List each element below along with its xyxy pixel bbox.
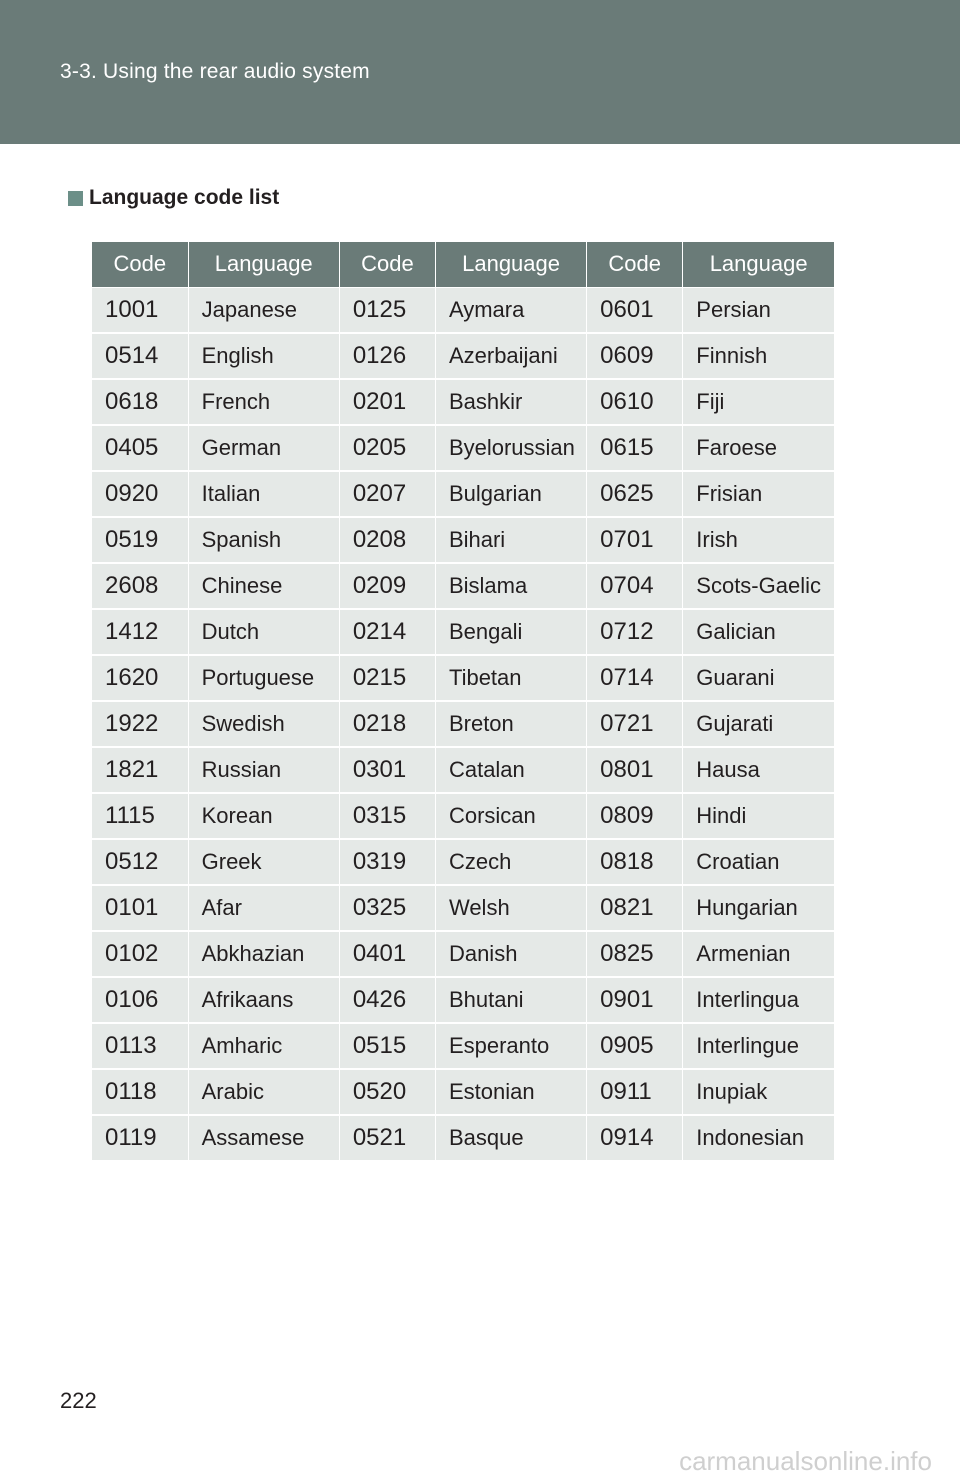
language-code-cell: 0118: [92, 1069, 188, 1115]
column-header-language: Language: [188, 242, 339, 287]
language-code-cell: 1001: [92, 287, 188, 333]
table-row: [92, 1023, 834, 1069]
language-code-cell: 0601: [587, 287, 683, 333]
language-code-cell: 0106: [92, 977, 188, 1023]
language-code-cell: 0515: [339, 1023, 435, 1069]
language-code-cell: 0825: [587, 931, 683, 977]
language-code-cell: 0512: [92, 839, 188, 885]
subheading-text: Language code list: [89, 186, 280, 209]
language-code-cell: 1922: [92, 701, 188, 747]
language-code-cell: 0809: [587, 793, 683, 839]
table-row: [92, 701, 834, 747]
column-header-language: Language: [435, 242, 586, 287]
language-code-cell: 1412: [92, 609, 188, 655]
language-code-cell: 0521: [339, 1115, 435, 1161]
language-code-cell: 0821: [587, 885, 683, 931]
language-code-cell: 0714: [587, 655, 683, 701]
language-name-cell: Abkhazian: [188, 931, 339, 977]
language-code-cell: 0901: [587, 977, 683, 1023]
language-name-cell: Tibetan: [435, 655, 586, 701]
language-code-cell: 0315: [339, 793, 435, 839]
column-header-code: Code: [92, 242, 188, 287]
language-code-cell: 1115: [92, 793, 188, 839]
language-code-cell: 0208: [339, 517, 435, 563]
language-code-cell: 0113: [92, 1023, 188, 1069]
language-name-cell: Dutch: [188, 609, 339, 655]
page-number: 222: [60, 1388, 97, 1413]
language-name-cell: Byelorussian: [435, 425, 586, 471]
language-name-cell: Guarani: [683, 655, 834, 701]
language-name-cell: Galician: [683, 609, 834, 655]
table-row: [92, 563, 834, 609]
language-name-cell: Bulgarian: [435, 471, 586, 517]
language-name-cell: Japanese: [188, 287, 339, 333]
language-code-cell: 0218: [339, 701, 435, 747]
page-header-band: [0, 0, 960, 144]
language-code-cell: 0818: [587, 839, 683, 885]
language-code-cell: 0125: [339, 287, 435, 333]
language-code-cell: 0301: [339, 747, 435, 793]
language-name-cell: Hungarian: [683, 885, 834, 931]
language-code-cell: 0325: [339, 885, 435, 931]
table-row: [92, 517, 834, 563]
language-name-cell: Italian: [188, 471, 339, 517]
language-code-cell: 0520: [339, 1069, 435, 1115]
section-title: 3-3. Using the rear audio system: [60, 60, 370, 83]
table-row: [92, 793, 834, 839]
table-row: [92, 379, 834, 425]
language-code-cell: 0721: [587, 701, 683, 747]
language-code-cell: 0214: [339, 609, 435, 655]
language-name-cell: Bashkir: [435, 379, 586, 425]
language-code-cell: 0319: [339, 839, 435, 885]
language-name-cell: Estonian: [435, 1069, 586, 1115]
language-name-cell: Assamese: [188, 1115, 339, 1161]
language-name-cell: Corsican: [435, 793, 586, 839]
language-name-cell: Persian: [683, 287, 834, 333]
language-name-cell: Danish: [435, 931, 586, 977]
language-code-cell: 0704: [587, 563, 683, 609]
language-name-cell: Fiji: [683, 379, 834, 425]
language-name-cell: Breton: [435, 701, 586, 747]
table-header-row: [92, 242, 834, 287]
language-code-cell: 0519: [92, 517, 188, 563]
language-code-cell: 0215: [339, 655, 435, 701]
language-code-cell: 0701: [587, 517, 683, 563]
language-code-cell: 0119: [92, 1115, 188, 1161]
language-code-cell: 0609: [587, 333, 683, 379]
language-name-cell: Aymara: [435, 287, 586, 333]
language-name-cell: Arabic: [188, 1069, 339, 1115]
language-name-cell: Hindi: [683, 793, 834, 839]
language-name-cell: Spanish: [188, 517, 339, 563]
language-name-cell: Portuguese: [188, 655, 339, 701]
language-name-cell: Interlingua: [683, 977, 834, 1023]
language-name-cell: Bhutani: [435, 977, 586, 1023]
language-code-cell: 0514: [92, 333, 188, 379]
language-code-cell: 0207: [339, 471, 435, 517]
language-code-cell: 2608: [92, 563, 188, 609]
language-code-cell: 0201: [339, 379, 435, 425]
language-name-cell: Czech: [435, 839, 586, 885]
language-name-cell: French: [188, 379, 339, 425]
language-name-cell: Basque: [435, 1115, 586, 1161]
language-code-cell: 0101: [92, 885, 188, 931]
language-code-cell: 0126: [339, 333, 435, 379]
language-name-cell: Afar: [188, 885, 339, 931]
language-code-cell: 0801: [587, 747, 683, 793]
language-name-cell: Bengali: [435, 609, 586, 655]
table-row: [92, 609, 834, 655]
subheading: [68, 186, 279, 210]
language-code-cell: 0911: [587, 1069, 683, 1115]
language-name-cell: Chinese: [188, 563, 339, 609]
language-name-cell: Frisian: [683, 471, 834, 517]
table-row: [92, 931, 834, 977]
language-name-cell: Azerbaijani: [435, 333, 586, 379]
column-header-language: Language: [683, 242, 834, 287]
language-code-cell: 0209: [339, 563, 435, 609]
language-name-cell: Faroese: [683, 425, 834, 471]
language-name-cell: Amharic: [188, 1023, 339, 1069]
language-code-cell: 0618: [92, 379, 188, 425]
table-row: [92, 885, 834, 931]
language-name-cell: Russian: [188, 747, 339, 793]
language-name-cell: Bihari: [435, 517, 586, 563]
language-name-cell: German: [188, 425, 339, 471]
language-name-cell: Croatian: [683, 839, 834, 885]
language-code-table: [92, 242, 834, 1162]
language-name-cell: Welsh: [435, 885, 586, 931]
language-name-cell: Hausa: [683, 747, 834, 793]
table-row: [92, 333, 834, 379]
language-name-cell: Catalan: [435, 747, 586, 793]
language-name-cell: Irish: [683, 517, 834, 563]
language-name-cell: Indonesian: [683, 1115, 834, 1161]
table-row: [92, 1115, 834, 1161]
table-row: [92, 977, 834, 1023]
table-row: [92, 839, 834, 885]
language-name-cell: Bislama: [435, 563, 586, 609]
language-code-cell: 0914: [587, 1115, 683, 1161]
language-code-cell: 1821: [92, 747, 188, 793]
language-code-cell: 0102: [92, 931, 188, 977]
column-header-code: Code: [339, 242, 435, 287]
language-name-cell: Scots-Gaelic: [683, 563, 834, 609]
language-name-cell: Inupiak: [683, 1069, 834, 1115]
language-name-cell: Gujarati: [683, 701, 834, 747]
language-name-cell: Greek: [188, 839, 339, 885]
language-name-cell: English: [188, 333, 339, 379]
language-code-cell: 0405: [92, 425, 188, 471]
table-row: [92, 655, 834, 701]
table-row: [92, 425, 834, 471]
language-code-cell: 0905: [587, 1023, 683, 1069]
language-name-cell: Swedish: [188, 701, 339, 747]
language-code-cell: 0401: [339, 931, 435, 977]
language-code-cell: 0205: [339, 425, 435, 471]
language-code-cell: 0712: [587, 609, 683, 655]
table-row: [92, 287, 834, 333]
language-name-cell: Korean: [188, 793, 339, 839]
language-name-cell: Armenian: [683, 931, 834, 977]
table-row: [92, 1069, 834, 1115]
language-name-cell: Afrikaans: [188, 977, 339, 1023]
language-code-cell: 0615: [587, 425, 683, 471]
language-name-cell: Interlingue: [683, 1023, 834, 1069]
language-code-cell: 0625: [587, 471, 683, 517]
square-bullet-icon: [68, 191, 83, 206]
language-code-cell: 1620: [92, 655, 188, 701]
table-row: [92, 747, 834, 793]
language-code-cell: 0426: [339, 977, 435, 1023]
language-code-cell: 0920: [92, 471, 188, 517]
language-name-cell: Finnish: [683, 333, 834, 379]
table-row: [92, 471, 834, 517]
watermark: carmanualsonline.info: [679, 1446, 932, 1476]
column-header-code: Code: [587, 242, 683, 287]
language-code-cell: 0610: [587, 379, 683, 425]
language-name-cell: Esperanto: [435, 1023, 586, 1069]
